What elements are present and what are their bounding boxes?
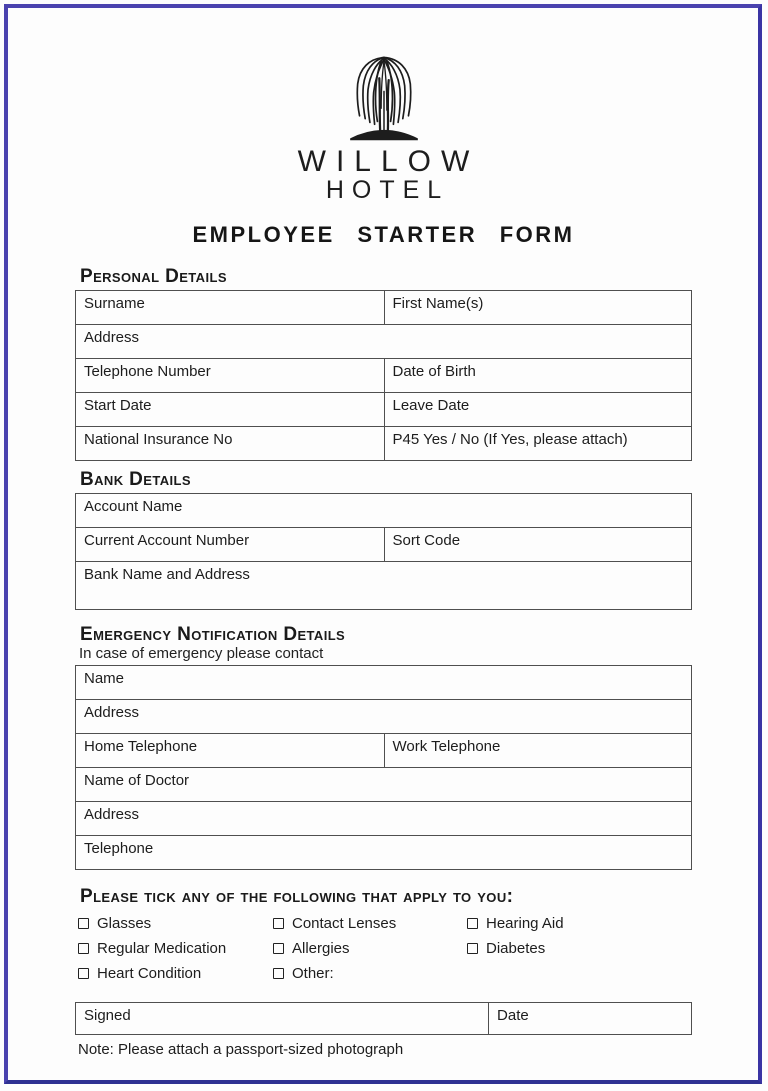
field-label: Date of Birth (392, 363, 476, 380)
checkbox-icon[interactable] (273, 918, 284, 929)
emergency-details-heading: Emergency Notification Details (80, 624, 346, 645)
option-glasses (78, 914, 273, 932)
field-label: First Name(s) (392, 295, 484, 312)
field-label: Address (84, 806, 140, 823)
table-row (76, 733, 691, 767)
option-heart-condition (78, 964, 273, 982)
field-label: Signed (84, 1007, 131, 1024)
field-bank-name-and-address[interactable] (76, 562, 691, 609)
field-p45[interactable] (384, 427, 692, 460)
field-sort-code[interactable] (384, 528, 692, 561)
option-hearing-aid (467, 914, 692, 932)
option-contact-lenses (273, 914, 467, 932)
emergency-details-subtitle: In case of emergency please contact (79, 645, 324, 662)
checkbox-icon[interactable] (78, 943, 89, 954)
option-label: Allergies (292, 939, 350, 957)
field-label: Address (84, 704, 140, 721)
signature-table (75, 1002, 692, 1035)
field-label: Date (497, 1007, 529, 1024)
checkbox-icon[interactable] (467, 918, 478, 929)
field-date-of-birth[interactable] (384, 359, 692, 392)
field-label: Telephone (84, 840, 154, 857)
table-row (76, 666, 691, 699)
field-address[interactable] (76, 325, 691, 358)
checkbox-icon[interactable] (273, 968, 284, 979)
table-row (76, 767, 691, 801)
table-row (76, 426, 691, 460)
field-label: Current Account Number (84, 532, 250, 549)
table-row (76, 358, 691, 392)
option-label: Diabetes (486, 939, 546, 957)
field-account-name[interactable] (76, 494, 691, 527)
option-label: Glasses (97, 914, 152, 932)
checkbox-icon[interactable] (467, 943, 478, 954)
field-surname[interactable] (76, 291, 384, 324)
bank-details-table (75, 493, 692, 610)
field-emergency-name[interactable] (76, 666, 691, 699)
bank-details-heading: Bank Details (80, 469, 191, 490)
table-row (76, 291, 691, 324)
table-row (76, 494, 691, 527)
field-doctor-name[interactable] (76, 768, 691, 801)
field-label: Sort Code (392, 532, 461, 549)
field-emergency-address[interactable] (76, 700, 691, 733)
field-national-insurance-no[interactable] (76, 427, 384, 460)
field-label: Telephone Number (84, 363, 211, 380)
field-label: Bank Name and Address (84, 566, 250, 583)
checkbox-icon[interactable] (78, 968, 89, 979)
field-current-account-number[interactable] (76, 528, 384, 561)
field-first-names[interactable] (384, 291, 692, 324)
option-diabetes (467, 939, 692, 957)
table-row (76, 561, 691, 609)
table-row (76, 527, 691, 561)
option-label: Contact Lenses (292, 914, 397, 932)
field-work-telephone[interactable] (384, 734, 692, 767)
emergency-details-table (75, 665, 692, 870)
checkbox-icon[interactable] (78, 918, 89, 929)
hotel-word: HOTEL (325, 176, 450, 204)
option-regular-medication (78, 939, 273, 957)
personal-details-table (75, 290, 692, 461)
field-doctor-telephone[interactable] (76, 836, 691, 869)
table-row (76, 801, 691, 835)
field-start-date[interactable] (76, 393, 384, 426)
table-row (76, 324, 691, 358)
field-label: Work Telephone (392, 738, 501, 755)
field-signed[interactable] (76, 1003, 488, 1034)
field-label: Name (84, 670, 125, 687)
field-leave-date[interactable] (384, 393, 692, 426)
option-label: Heart Condition (97, 964, 202, 982)
option-label: Other: (292, 964, 334, 982)
table-row (76, 699, 691, 733)
field-label: P45 Yes / No (If Yes, please attach) (392, 431, 628, 448)
field-label: National Insurance No (84, 431, 233, 448)
option-label: Regular Medication (97, 939, 227, 957)
form-title: EMPLOYEE STARTER FORM (192, 222, 575, 247)
willow-tree-icon (336, 50, 432, 144)
field-home-telephone[interactable] (76, 734, 384, 767)
field-label: Surname (84, 295, 145, 312)
option-label: Hearing Aid (486, 914, 564, 932)
field-label: Account Name (84, 498, 183, 515)
table-row (76, 835, 691, 869)
field-label: Home Telephone (84, 738, 198, 755)
table-row (76, 392, 691, 426)
hotel-name: WILLOW (297, 145, 480, 178)
field-label: Leave Date (392, 397, 470, 414)
field-label: Start Date (84, 397, 152, 414)
checkbox-icon[interactable] (273, 943, 284, 954)
field-telephone-number[interactable] (76, 359, 384, 392)
field-doctor-address[interactable] (76, 802, 691, 835)
table-row (76, 1003, 691, 1034)
personal-details-heading: Personal Details (80, 266, 227, 287)
option-allergies (273, 939, 467, 957)
field-label: Name of Doctor (84, 772, 190, 789)
field-date[interactable] (488, 1003, 691, 1034)
medical-options-grid (78, 914, 692, 982)
photograph-note: Note: Please attach a passport-sized photograph (78, 1041, 404, 1058)
option-other (273, 964, 467, 982)
field-label: Address (84, 329, 140, 346)
medical-options-heading: Please tick any of the following that apply to you: (80, 886, 514, 907)
